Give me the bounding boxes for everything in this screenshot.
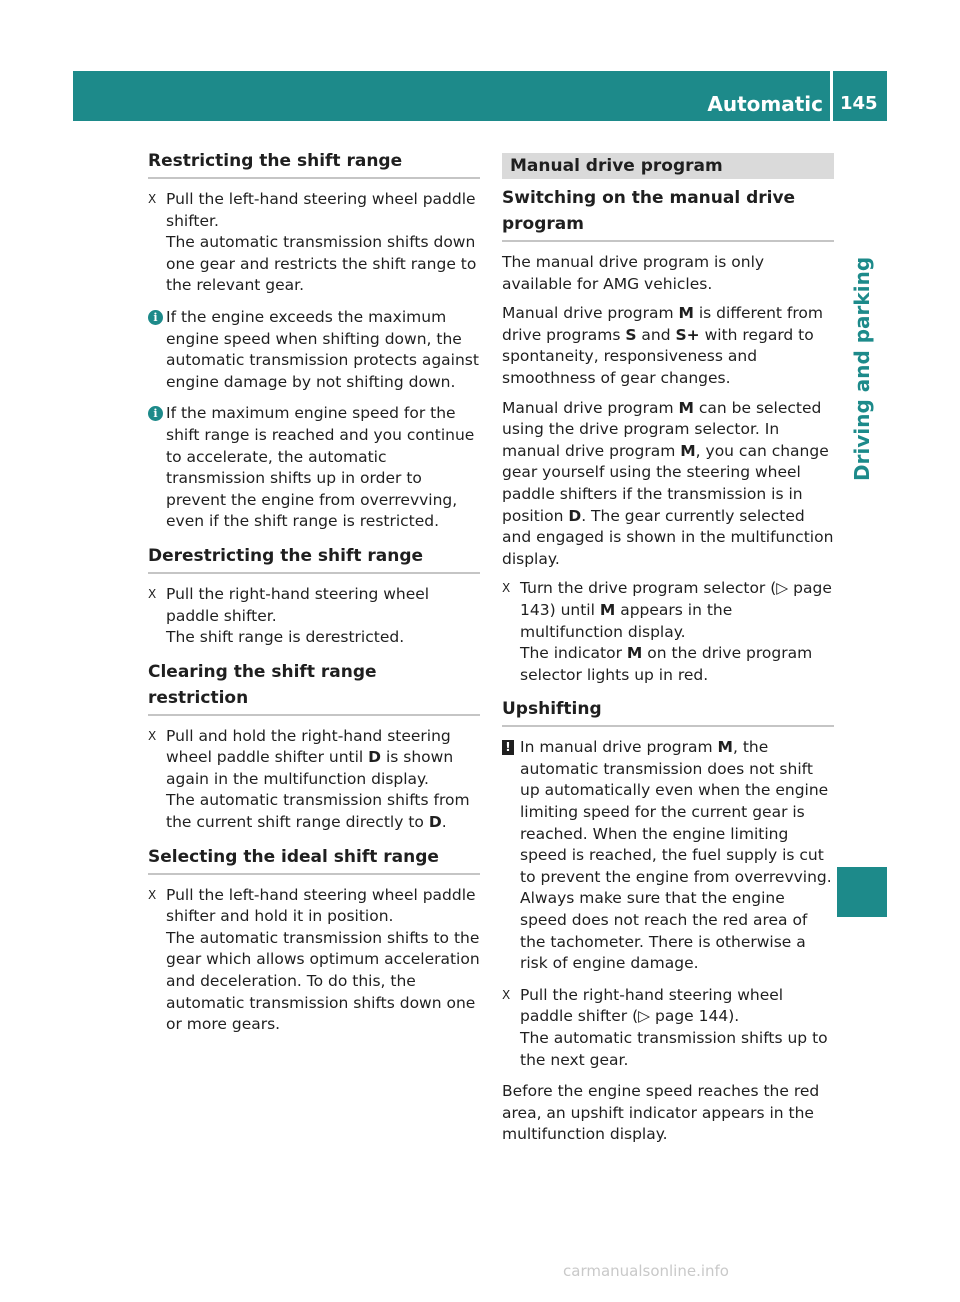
step-arrow-icon: X [148, 192, 157, 206]
text-run: , you can change gear yourself using the steering wheel paddle shifters if the transmission is in position [502, 441, 829, 525]
step-arrow-icon: X [148, 887, 157, 902]
text-run: and [636, 325, 676, 344]
warning-icon: ! [502, 740, 514, 755]
text-run: The indicator [520, 644, 627, 663]
program-letter: M [678, 398, 694, 417]
text-run: Manual drive program [502, 304, 679, 323]
instruction-step [148, 189, 480, 297]
program-letter: M [717, 738, 733, 757]
step-result [166, 790, 480, 833]
watermark: carmanualsonline.info [563, 1262, 729, 1280]
text-run: ) until [549, 600, 600, 619]
page-ref-arrow-icon: ▷ [638, 1007, 651, 1026]
text-run: The automatic transmission shifts from the current shift range directly to [166, 791, 470, 832]
text-run: . The gear currently selected and engaged is shown in the multifunction display. [502, 506, 834, 568]
program-letter: M [599, 600, 616, 619]
page-reference[interactable]: page 143 [520, 579, 832, 619]
step-arrow-icon: X [502, 581, 511, 596]
step-text [166, 726, 480, 791]
info-icon: i [148, 406, 163, 421]
section-heading: Clearing the shift range restriction [148, 659, 480, 716]
text-run: appears in the multifunction display. [520, 600, 733, 641]
right-column [502, 148, 834, 1154]
step-result: The automatic transmission shifts down one gear and restricts the shift range to the relevant gear. [166, 233, 477, 295]
program-letter: S+ [675, 325, 700, 344]
boxed-section-heading: Manual drive program [502, 153, 834, 179]
step-arrow-icon: X [148, 728, 157, 743]
warning-note [502, 737, 834, 975]
note-text: If the maximum engine speed for the shift range is reached and you continue to accelerate, the automatic transmission shifts up in order to prevent the engine from overrevving, even if the shift range is restricted. [166, 404, 475, 531]
info-icon: i [148, 310, 163, 325]
page-reference[interactable]: page 144 [655, 1007, 729, 1026]
note-text: If the engine exceeds the maximum engine speed when shifting down, the automatic transmission protects against engine damage by not shifting down. [166, 307, 479, 391]
step-text [520, 578, 834, 643]
instruction-step [148, 726, 480, 834]
chapter-tab-label: Driving and parking [850, 256, 874, 481]
text-run: , the automatic transmission does not shift up automatically even when the engine limiting speed for the current gear is reached. When the engine limiting speed is reached, the fuel supply is cut to prevent the engine from overrevving. Always make sure that the engine speed does not reach the red area of the tachometer. There is otherwise a risk of engine damage. [520, 738, 832, 973]
header-separator [830, 71, 833, 121]
text-run: Manual drive program [502, 398, 679, 417]
instruction-step [502, 578, 834, 686]
info-note [148, 307, 480, 393]
instruction-step [148, 584, 480, 649]
warning-text [520, 737, 834, 975]
paragraph [502, 398, 834, 571]
text-run: Turn the drive program selector ( [520, 579, 777, 598]
text-run: Pull the right-hand steering wheel paddle shifter ( [520, 985, 784, 1026]
step-result: The shift range is derestricted. [166, 628, 405, 647]
gear-letter: D [428, 813, 442, 832]
step-text [520, 985, 834, 1028]
step-result [520, 643, 834, 686]
paragraph [502, 303, 834, 389]
text-run: In manual drive program [520, 738, 718, 757]
section-heading: Restricting the shift range [148, 148, 480, 179]
text-run: Pull and hold the right-hand steering wheel paddle shifter until [166, 726, 451, 767]
paragraph: The manual drive program is only available for AMG vehicles. [502, 253, 765, 293]
text-run: is shown again in the multifunction display. [166, 748, 454, 788]
step-arrow-icon: X [502, 987, 511, 1002]
step-result: The automatic transmission shifts up to the next gear. [520, 1029, 828, 1069]
step-arrow-icon: X [148, 586, 157, 601]
chapter-marker [837, 867, 887, 917]
step-text: Pull the right-hand steering wheel paddle shifter. [166, 584, 430, 625]
info-note [148, 403, 480, 533]
instruction-step [148, 885, 480, 1036]
step-result: The automatic transmission shifts to the gear which allows optimum acceleration and deceleration. To do this, the automatic transmission shifts down one or more gears. [166, 928, 480, 1034]
section-heading: Upshifting [502, 696, 834, 727]
text-run: can be selected using the drive program selector. In manual drive program [502, 398, 822, 460]
page-number: 145 [840, 93, 878, 114]
step-text: Pull the left-hand steering wheel paddle shifter. [166, 190, 476, 230]
text-run: on the drive program selector lights up in red. [520, 644, 813, 684]
program-letter: M [626, 644, 643, 663]
program-letter: M [680, 441, 696, 460]
section-heading: Switching on the manual drive program [502, 185, 834, 242]
text-run: is different from drive programs [502, 304, 824, 344]
text-run: with regard to spontaneity, responsiveness and smoothness of gear changes. [502, 325, 814, 387]
text-run: ). [728, 1007, 740, 1026]
paragraph: Before the engine speed reaches the red area, an upshift indicator appears in the multifunction display. [502, 1082, 820, 1144]
gear-letter: D [568, 506, 582, 525]
program-letter: S [625, 325, 637, 344]
section-heading: Derestricting the shift range [148, 543, 480, 574]
page-ref-arrow-icon: ▷ [776, 579, 789, 598]
program-letter: M [678, 304, 694, 323]
left-column [148, 148, 480, 1046]
step-text: Pull the left-hand steering wheel paddle shifter and hold it in position. [166, 885, 476, 926]
instruction-step [502, 985, 834, 1071]
gear-letter: D [368, 748, 382, 767]
text-run: . [441, 813, 447, 832]
section-heading: Selecting the ideal shift range [148, 844, 480, 875]
header-title: Automatic transmission [677, 92, 823, 146]
